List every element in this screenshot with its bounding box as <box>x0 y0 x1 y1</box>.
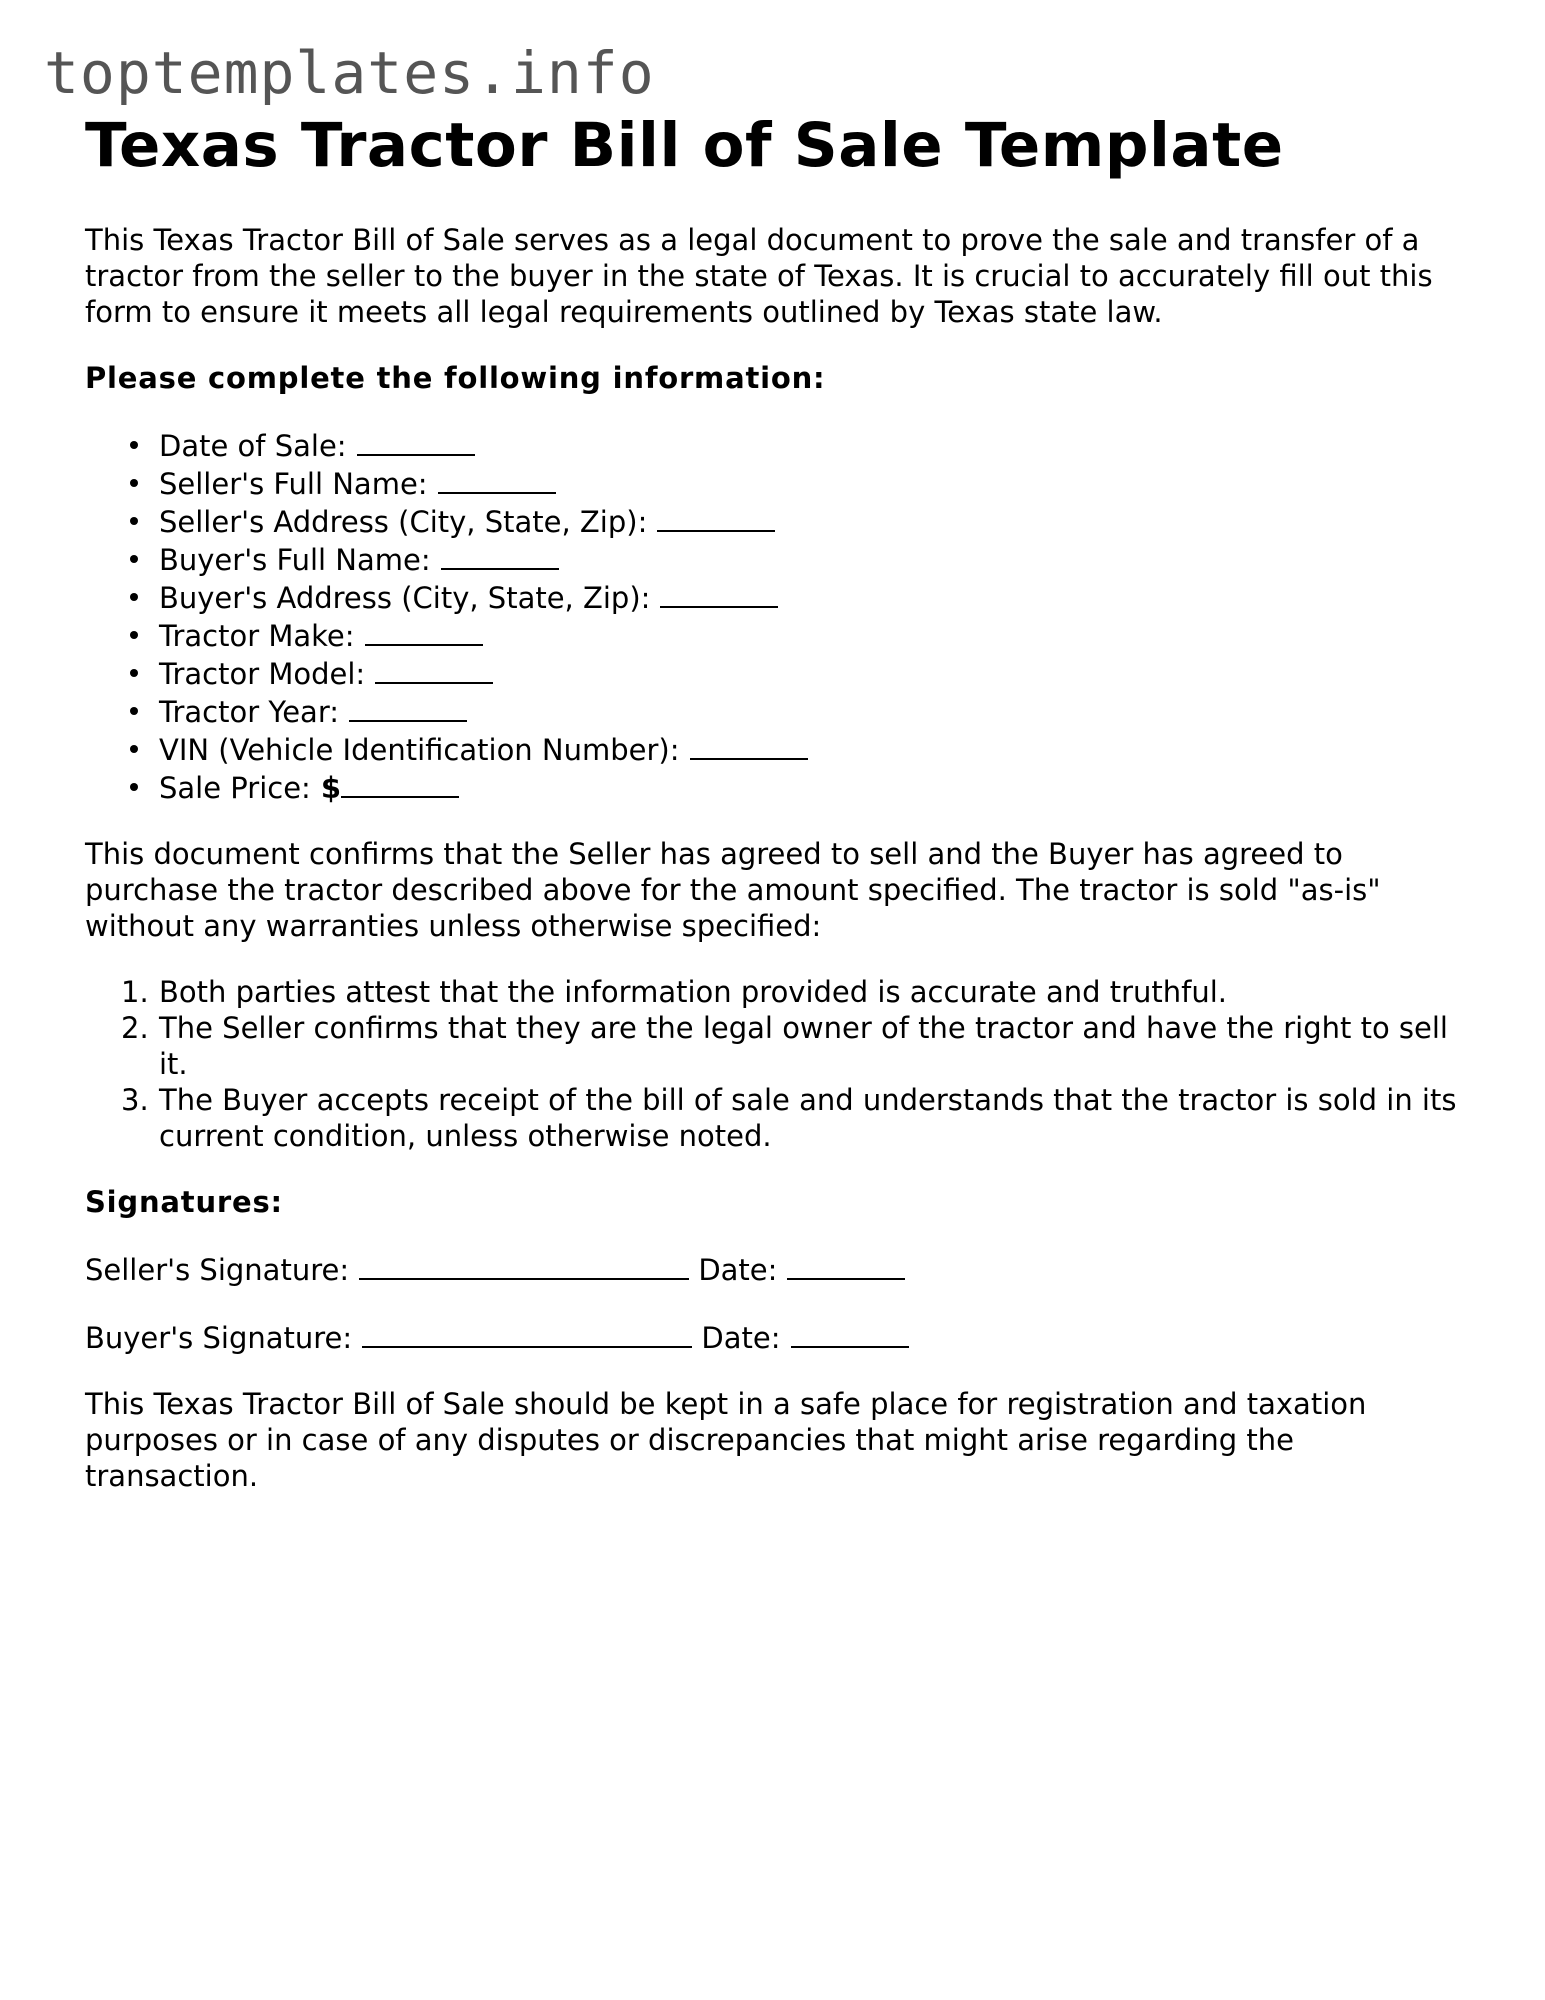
buyer-date-blank[interactable] <box>791 1318 909 1348</box>
field-label: Tractor Make: <box>159 619 355 653</box>
signatures-heading: Signatures: <box>85 1185 283 1219</box>
document-title: Texas Tractor Bill of Sale Template <box>85 110 1284 181</box>
field-sale-price <box>159 768 1465 806</box>
term-text: The Seller confirms that they are the legal owner of the tractor and have the right to sell it. <box>159 1011 1448 1081</box>
term-number: 1. <box>121 975 149 1009</box>
seller-signature-label: Seller's Signature: <box>85 1253 350 1287</box>
seller-date-blank[interactable] <box>787 1250 905 1280</box>
fill-in-blank[interactable] <box>349 692 467 722</box>
term-number: 3. <box>121 1083 149 1117</box>
fill-in-blank[interactable] <box>365 616 483 646</box>
watermark-text: toptemplates.info <box>44 39 655 107</box>
term-item <box>121 1082 1465 1154</box>
field-label: Date of Sale: <box>159 429 347 463</box>
dollar-sign: $ <box>320 771 341 805</box>
field-label: Seller's Full Name: <box>159 467 428 501</box>
fields-heading: Please complete the following information: <box>85 361 826 395</box>
seller-date-label: Date: <box>698 1253 778 1287</box>
terms-list <box>85 974 1465 1154</box>
field-vin <box>159 730 1465 768</box>
term-text: Both parties attest that the information provided is accurate and truthful. <box>159 975 1228 1009</box>
seller-signature-line <box>85 1250 1465 1288</box>
buyer-signature-line <box>85 1318 1465 1356</box>
intro-paragraph: This Texas Tractor Bill of Sale serves as a legal document to prove the sale and transfer of a tractor from the seller to the buyer in the state of Texas. It is crucial to accurately fill out this form to ensure it meets all legal requirements outlined by Texas state law. <box>85 223 1433 329</box>
field-tractor-year <box>159 692 1465 730</box>
field-label: Buyer's Full Name: <box>159 543 431 577</box>
buyer-signature-blank[interactable] <box>362 1318 692 1348</box>
field-label: VIN (Vehicle Identification Number): <box>159 733 680 767</box>
field-label: Tractor Model: <box>159 657 366 691</box>
term-number: 2. <box>121 1011 149 1045</box>
field-seller-name <box>159 464 1465 502</box>
document-page <box>85 110 1465 1494</box>
field-label: Seller's Address (City, State, Zip): <box>159 505 648 539</box>
field-seller-address <box>159 502 1465 540</box>
term-text: The Buyer accepts receipt of the bill of sale and understands that the tractor is sold in its current condition, unless otherwise noted. <box>159 1083 1457 1153</box>
field-label: Sale Price: <box>159 771 311 805</box>
fill-in-blank[interactable] <box>341 768 459 798</box>
field-tractor-model <box>159 654 1465 692</box>
buyer-date-label: Date: <box>701 1321 781 1355</box>
term-item <box>121 1010 1465 1082</box>
field-label: Tractor Year: <box>159 695 340 729</box>
field-date-of-sale <box>159 426 1465 464</box>
buyer-signature-label: Buyer's Signature: <box>85 1321 353 1355</box>
closing-paragraph: This Texas Tractor Bill of Sale should be kept in a safe place for registration and taxation purposes or in case of any disputes or discrepancies that might arise regarding the transaction. <box>85 1387 1367 1493</box>
term-item <box>121 974 1465 1010</box>
fill-in-blank[interactable] <box>660 578 778 608</box>
field-buyer-name <box>159 540 1465 578</box>
confirmation-paragraph: This document confirms that the Seller has agreed to sell and the Buyer has agreed to purchase the tractor described above for the amount specified. The tractor is sold "as-is" without any warranties unless otherwise specified: <box>85 837 1381 943</box>
fill-in-blank[interactable] <box>375 654 493 684</box>
fill-in-blank[interactable] <box>357 426 475 456</box>
fill-in-blank[interactable] <box>441 540 559 570</box>
fill-in-blank[interactable] <box>690 730 808 760</box>
info-field-list <box>85 426 1465 806</box>
fill-in-blank[interactable] <box>438 464 556 494</box>
field-label: Buyer's Address (City, State, Zip): <box>159 581 651 615</box>
fill-in-blank[interactable] <box>657 502 775 532</box>
field-buyer-address <box>159 578 1465 616</box>
field-tractor-make <box>159 616 1465 654</box>
seller-signature-blank[interactable] <box>359 1250 689 1280</box>
